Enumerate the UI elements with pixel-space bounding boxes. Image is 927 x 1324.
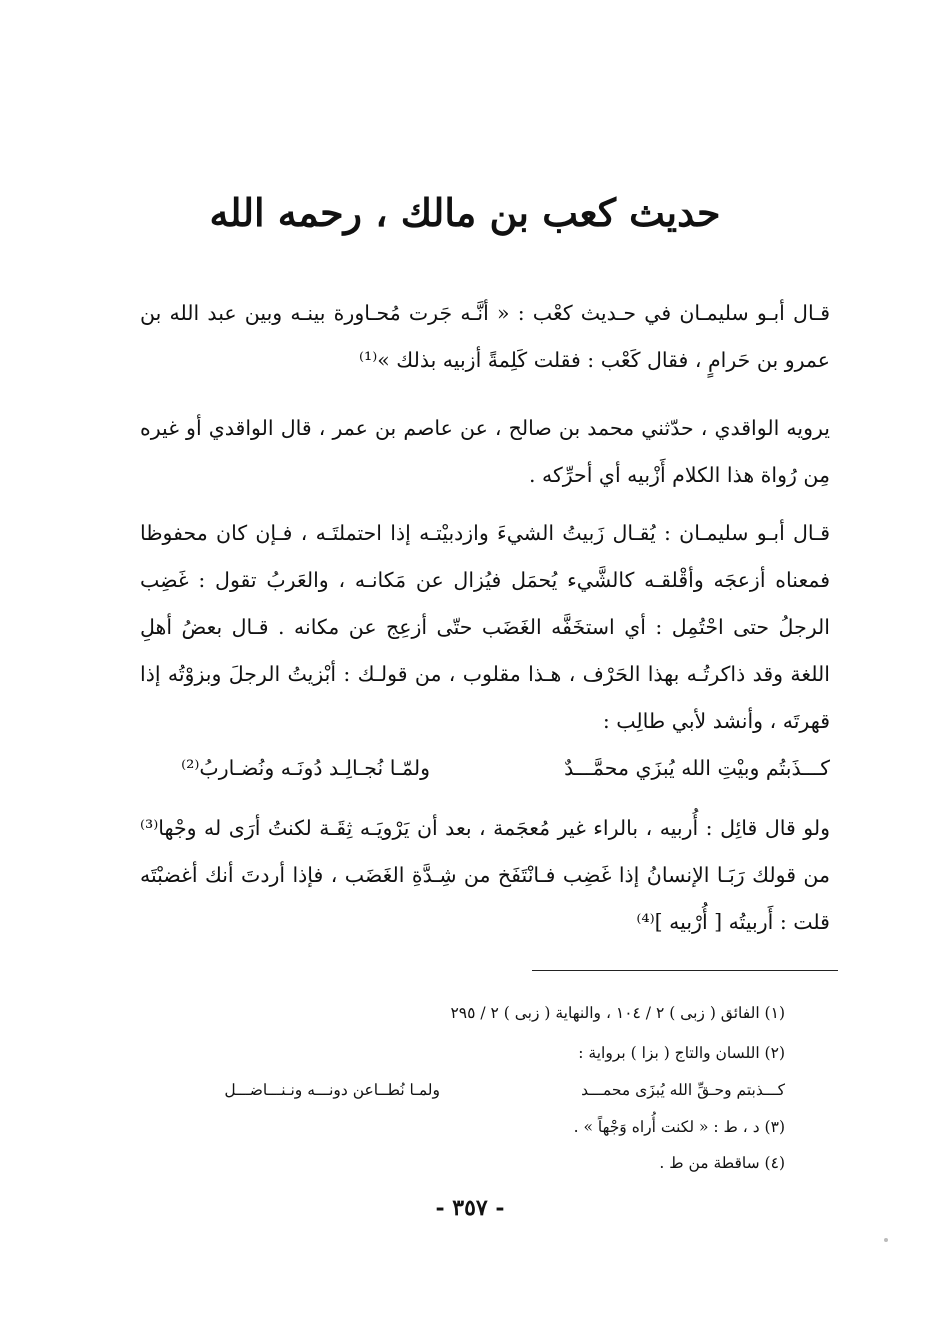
footnote-4: (٤) ساقطة من ط . bbox=[659, 1154, 785, 1172]
paragraph-3: قـال أبـو سليمـان : يُقـال زَبيتُ الشيءَ وازدبيْتـه إذا احتملتَـه ، فـإن كان محفوظا فمعناه أزعجَه وأقْلقـه كالشَّيء يُحمَل فيُزال عن مَكانـه ، والعَربُ تقول : غَضِب الرجلُ حتى احْتُمِل : أي استخَفَّه الغَضَب حتّى أزعِج عن مكانه . قـال بعضُ أهلِ اللغة وقد ذاكرتُـه بهذا الحَرْف ، هـذا مقلوب ، من قولـك : أبْزيتُ الرجلَ وبزوْتُه إذا قهرتَه ، وأنشد لأبي طالِب : bbox=[140, 521, 830, 733]
footnote-divider bbox=[532, 970, 838, 971]
footnote-2: (٢) اللسان والتاج ( بزا ) برواية : bbox=[578, 1044, 785, 1062]
paragraph-2: يرويه الواقدي ، حدّثني محمد بن صالح ، عن عاصم بن عمر ، قال الواقدي أو غيره مِن رُواة هذا الكلام أَزْبيه أي أحرِّكه . bbox=[140, 416, 830, 487]
footnote-verse-first-hemistich: كـــذبتم وحـقِّ الله يُبزَى محمـــد bbox=[581, 1081, 785, 1099]
footnote-verse-second-hemistich: ولمـا نُطــاعن دونـــه ونـنـــاضـــل bbox=[224, 1081, 440, 1099]
footnote-2-verse bbox=[95, 1080, 785, 1104]
paragraph-4: ولو قال قائِل : أُربيه ، بالراء غير مُعجَمة ، بعد أن يَرْويَـه ثِقَـة لكنتُ أرَى له وجْها⁽³⁾ من قولك رَبَـا الإنسانُ إذا غَضِب فـانْتَفَخ من شِـدَّةِ الغَضَب ، فإذا أردتَ أنك أغضبْتَه قلت : أَربيتُه [ أُرْبيه ]⁽⁴⁾ bbox=[140, 816, 830, 934]
poetry-verse bbox=[140, 745, 830, 792]
footnote-3: (٣) د ، ط : « لكنت أُراه وَجْهاً » . bbox=[573, 1118, 785, 1136]
scan-speck bbox=[884, 1238, 888, 1242]
paragraph-1: قـال أبـو سليمـان في حـديث كعْب : « أنَّـه جَرت مُحـاورة بينـه وبين عبد الله بن عمرو بن حَرامٍ ، فقال كَعْب : فقلت كَلِمةً أزبيه بذلك »⁽¹⁾ bbox=[140, 301, 830, 372]
page-title: حديث كعب بن مالك ، رحمه الله bbox=[209, 190, 721, 235]
page-number: - ٣٥٧ - bbox=[435, 1195, 505, 1221]
verse-first-hemistich: كـــذَبتُم وبيْتِ الله يُبزَي محمَّـــدٌ bbox=[564, 756, 830, 780]
verse-second-hemistich: ولمّـا نُجـالِـد دُونَـه ونُضـاربُ⁽²⁾ bbox=[181, 756, 430, 780]
footnote-1: (١) الفائق ( زبى ) ٢ / ١٠٤ ، والنهاية ( زبى ) ٢ / ٢٩٥ bbox=[450, 1004, 785, 1022]
